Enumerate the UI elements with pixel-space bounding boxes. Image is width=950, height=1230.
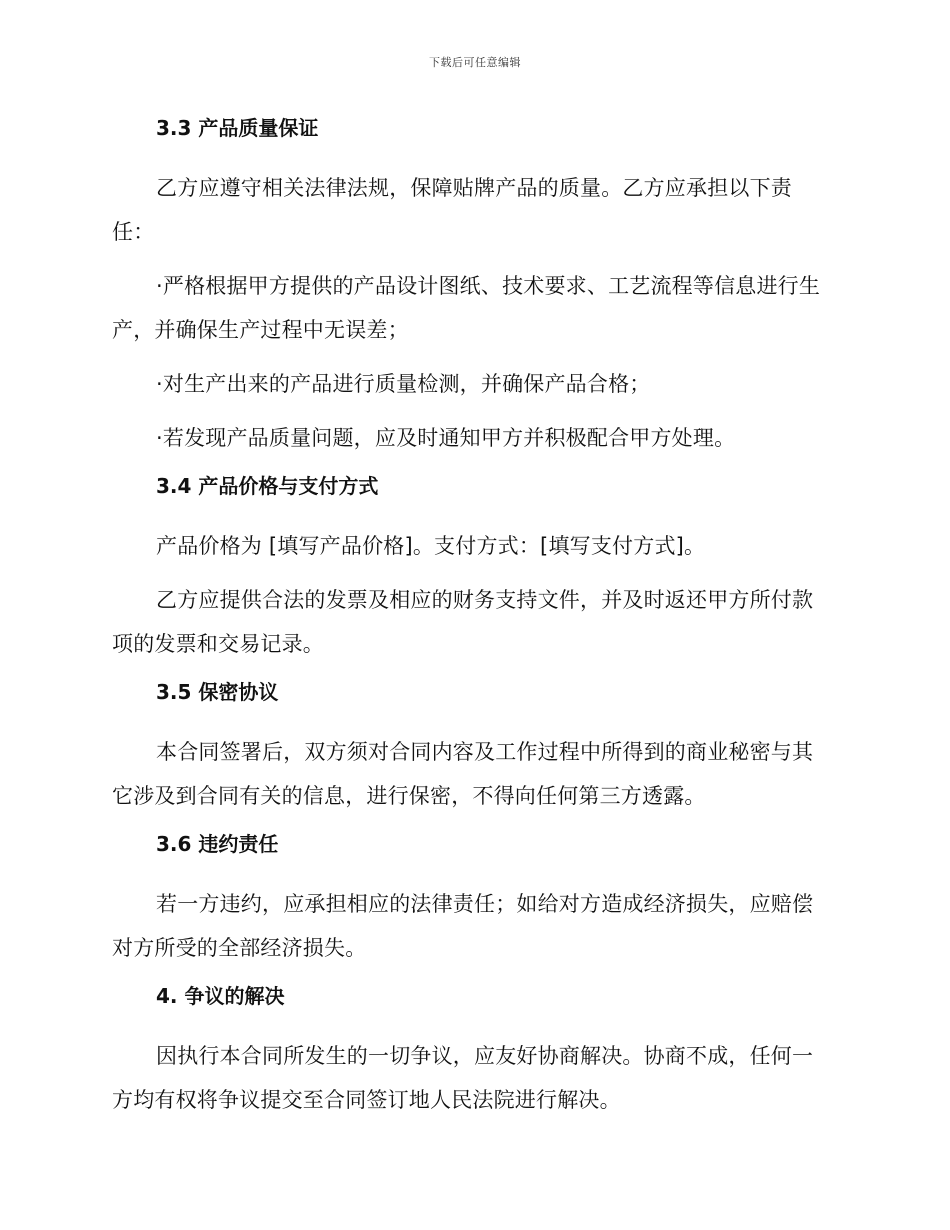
document-body [112, 112, 830, 1132]
paragraph: 乙方应遵守相关法律法规，保障贴牌产品的质量。乙方应承担以下责任： [112, 176, 792, 244]
paragraph: 本合同签署后，双方须对合同内容及工作过程中所得到的商业秘密与其它涉及到合同有关的信息，进行保密，不得向任何第三方透露。 [112, 740, 814, 808]
paragraph: 因执行本合同所发生的一切争议，应友好协商解决。协商不成，任何一方均有权将争议提交至合同签订地人民法院进行解决。 [112, 1044, 814, 1112]
paragraph: 若一方违约，应承担相应的法律责任；如给对方造成经济损失，应赔偿对方所受的全部经济损失。 [112, 892, 814, 960]
section-3-6 [112, 828, 830, 970]
section-heading: 3.4 产品价格与支付方式 [156, 474, 379, 498]
page-header: 下载后可任意编辑 [429, 56, 521, 69]
bullet-item: ·对生产出来的产品进行质量检测，并确保产品合格； [156, 372, 651, 396]
section-3-4 [112, 470, 830, 666]
section-3-5 [112, 676, 830, 818]
section-3-3 [112, 112, 830, 460]
bullet-item: ·严格根据甲方提供的产品设计图纸、技术要求、工艺流程等信息进行生产，并确保生产过程中无误差； [112, 274, 821, 342]
section-heading: 3.3 产品质量保证 [156, 116, 319, 140]
paragraph: 乙方应提供合法的发票及相应的财务支持文件，并及时返还甲方所付款项的发票和交易记录。 [112, 588, 814, 656]
section-heading: 3.5 保密协议 [156, 680, 279, 704]
section-heading: 3.6 违约责任 [156, 832, 279, 856]
section-heading: 4. 争议的解决 [156, 984, 285, 1008]
bullet-item: ·若发现产品质量问题，应及时通知甲方并积极配合甲方处理。 [156, 426, 736, 450]
paragraph: 产品价格为 [填写产品价格]。支付方式：[填写支付方式]。 [156, 534, 706, 558]
section-4 [112, 980, 830, 1122]
